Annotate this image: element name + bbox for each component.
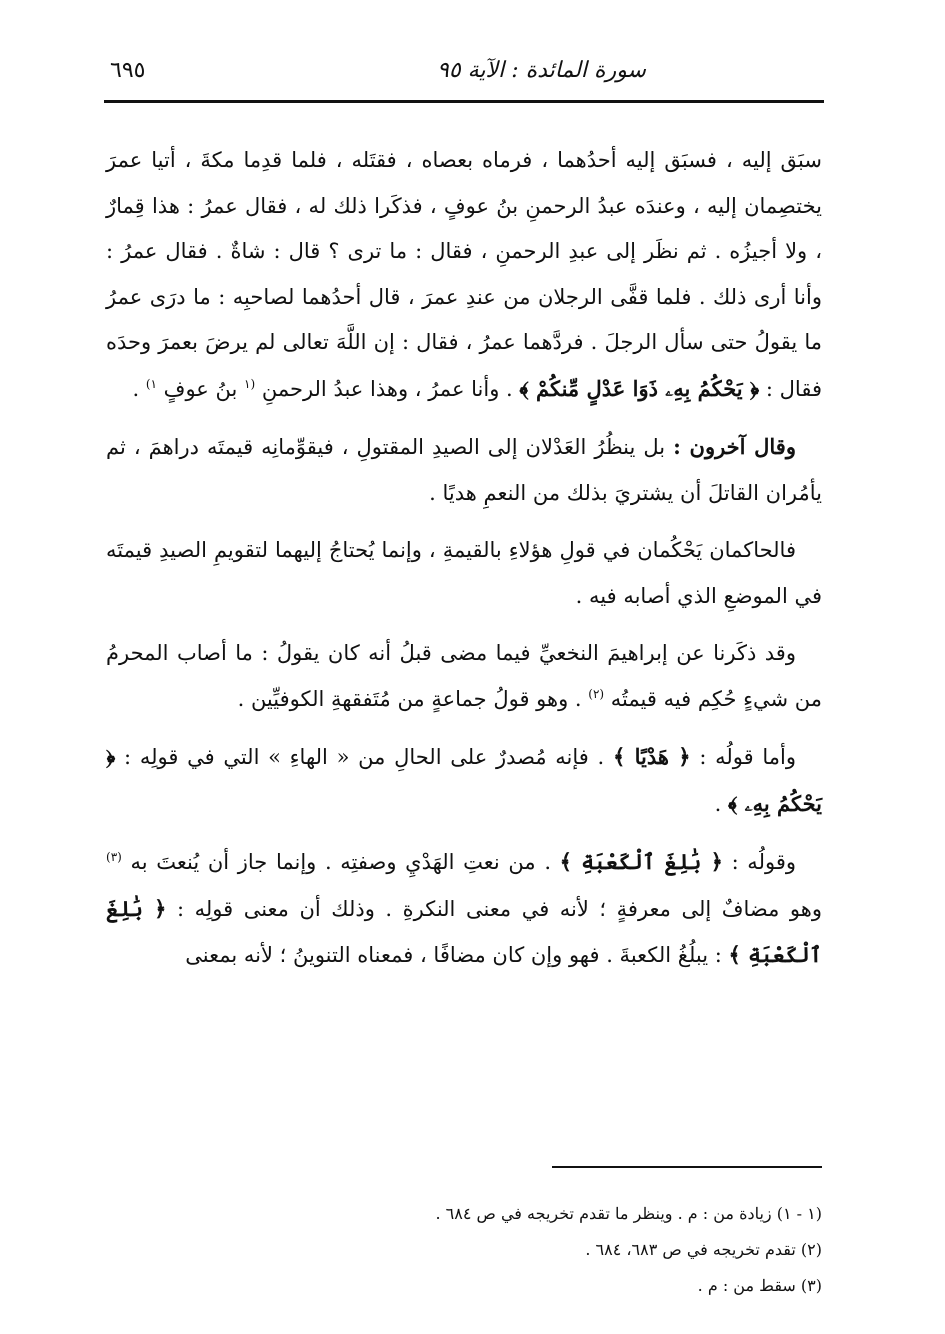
quran-quote: ﴿ هَدْيًا ﴾ — [612, 744, 691, 769]
page-number: ٦٩٥ — [110, 58, 146, 83]
footnotes — [106, 1196, 822, 1304]
footnote-2: (٢) تقدم تخريجه في ص ٦٨٣، ٦٨٤ . — [585, 1240, 822, 1259]
page-header — [104, 56, 824, 96]
paragraph-lead: وقال آخرون : — [673, 434, 796, 459]
paragraph-text: وقد ذكَرنا عن إبراهيمَ النخعيِّ فيما مضى قبلُ أنه كان يقولُ : ما أصاب المحرمُ من شيءٍ حُكِم فيه قيمتُه — [106, 641, 822, 711]
paragraph-text: سبَق إليه ، فسبَق إليه أحدُهما ، فرماه بعصاه ، فقتَله ، فلما قدِما مكةَ ، أتيا عمرَ يختصِمان إليه ، وعندَه عبدُ الرحمنِ بنُ عوفٍ ، فذكَرا ذلك له ، فقال عمرُ : هذا قِمارٌ ، ولا أجيزُه . ثم نظَر إلى عبدِ الرحمنِ ، فقال : ما ترى ؟ قال : شاةٌ . فقال عمرُ : وأنا أرى ذلك . فلما قفَّى الرجلان من عندِ عمرَ ، قال أحدُهما لصاحبِه : ما درَى عمرُ ما يقولُ حتى سأل الرجلَ . فردَّهما عمرُ ، فقال : إن اللَّهَ تعالى لم يرضَ بعمرَ وحدَه فقال : — [106, 148, 822, 401]
quran-quote: ﴿ يَحْكُمُ بِهِۦ ﴾ — [106, 744, 822, 816]
footnote-ref: (٢) — [588, 686, 605, 701]
paragraph-text: . — [714, 791, 722, 816]
paragraph-4 — [106, 631, 822, 722]
paragraph-text: . — [132, 376, 140, 401]
header-rule — [104, 100, 824, 103]
quran-quote: ﴿ يَحْكُمُ بِهِۦ ذَوَا عَدْلٍ مِّنكُمْ ﴾ — [519, 375, 760, 401]
footnote-ref: (١ — [244, 376, 256, 391]
running-title: سورة المائدة : الآية ٩٥ — [437, 58, 646, 83]
main-text — [106, 138, 822, 991]
paragraph-5 — [106, 734, 822, 827]
paragraph-2 — [106, 424, 822, 516]
paragraph-6 — [106, 839, 822, 979]
footnote-1: (١ - ١) زيادة من : م . وينظر ما تقدم تخريجه في ص ٦٨٤ . — [435, 1204, 822, 1223]
paragraph-text: بنُ عوفٍ — [163, 376, 238, 401]
footnote-3: (٣) سقط من : م . — [697, 1276, 822, 1295]
paragraph-text: . فإنه مُصدرٌ على الحالِ من « الهاءِ » التي في قولِه : — [124, 745, 605, 769]
footnote-ref: ١) — [145, 376, 157, 391]
paragraph-text: . وهو قولُ جماعةٍ من مُتَفقهةِ الكوفيِّين . — [237, 686, 582, 711]
paragraph-text: بل ينظُرُ العَدْلان إلى الصيدِ المقتولِ ، فيقوِّمانِه قيمتَه دراهمَ ، ثم يأمُران القاتلَ أن يشتريَ بذلك من النعمِ هديًا . — [106, 435, 822, 505]
footnote-ref: (٣) — [106, 850, 122, 864]
paragraph-text: وقولُه : — [731, 850, 796, 874]
quran-quote: ﴿ بَٰلِغَ ٱلْكَعْبَةِ ﴾ — [559, 849, 723, 874]
paragraph-text: . من نعتِ الهَدْيِ وصفتِه . وإنما جاز أن يُنعتَ به — [130, 850, 551, 874]
paragraph-text: وهو مضافٌ إلى معرفةٍ ؛ لأنه في معنى النكرةِ . وذلك أن معنى قولِه : — [176, 896, 822, 921]
paragraph-text: وأما قولُه : — [699, 745, 796, 769]
paragraph-text: . وأنا عمرُ ، وهذا عبدُ الرحمنِ — [261, 376, 513, 401]
paragraph-text: : يبلُغُ الكعبةَ . فهو وإن كان مضافًا ، فمعناه التنوينُ ؛ لأنه بمعنى — [185, 943, 722, 967]
paragraph-1 — [106, 138, 822, 412]
paragraph-3 — [106, 528, 822, 619]
quran-quote: ﴿ بَٰلِغَ ٱلْكَعْبَةِ ﴾ — [106, 895, 822, 967]
footnote-rule — [552, 1166, 822, 1168]
paragraph-text: فالحاكمان يَحْكُمان في قولِ هؤلاءِ بالقيمةِ ، وإنما يُحتاجُ إليهما لتقويمِ الصيدِ قيمتَه في الموضعِ الذي أصابه فيه . — [106, 538, 822, 608]
